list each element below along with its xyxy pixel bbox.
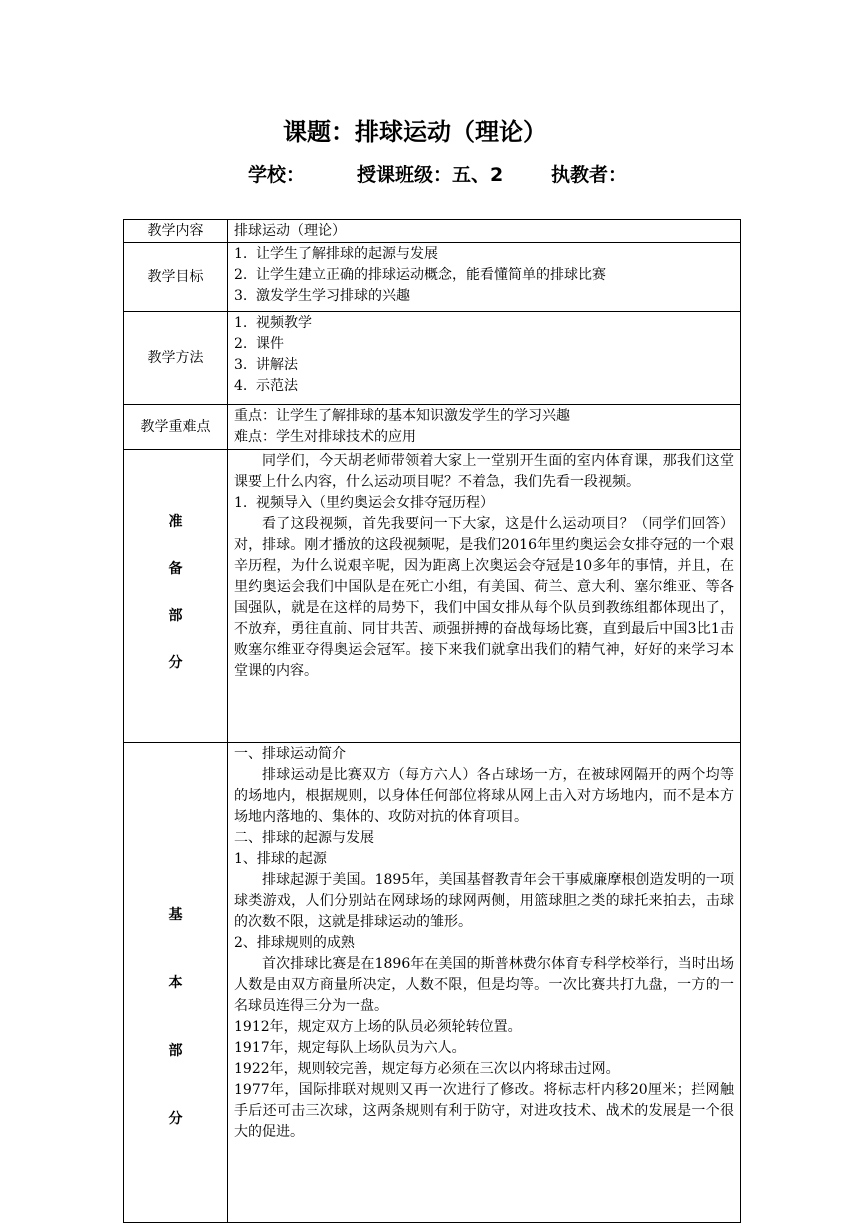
- methods-list: [228, 312, 741, 405]
- basic-label: 基 本 部 分: [124, 743, 228, 1223]
- list-item: 3. 激发学生学习排球的兴趣: [234, 288, 410, 304]
- list-item: 1922年，规则较完善，规定每方必须在三次以内将球击过网。: [234, 1061, 620, 1077]
- row-key-points: [124, 405, 741, 450]
- key-point: 重点：让学生了解排球的基本知识激发学生的学习兴趣: [234, 408, 570, 424]
- difficulty-point: 难点：学生对排球技术的应用: [234, 429, 416, 445]
- list-item: 1912年，规定双方上场的队员必须轮转位置。: [234, 1019, 522, 1035]
- list-item: 2. 课件: [234, 336, 284, 352]
- list-item: 1917年，规定每队上场队员为六人。: [234, 1040, 466, 1056]
- row-goals: [124, 243, 741, 312]
- paragraph: 排球运动是比赛双方（每方六人）各占球场一方，在被球网隔开的两个均等的场地内，根据规则，以身体任何部位将球从网上击入对方场地内，而不是本方场地内落地的、集体的、攻防对抗的体育项目。: [234, 767, 734, 825]
- goals-label: 教学目标: [124, 243, 228, 312]
- content-label: 教学内容: [124, 220, 228, 243]
- lesson-plan-table: [123, 219, 741, 1223]
- paragraph: 同学们，今天胡老师带领着大家上一堂别开生面的室内体育课，那我们这堂课要上什么内容，什么运动项目呢？不着急，我们先看一段视频。: [234, 453, 734, 490]
- list-item: 2. 让学生建立正确的排球运动概念，能看懂简单的排球比赛: [234, 267, 606, 283]
- class-label: 授课班级：五、2: [357, 164, 504, 186]
- list-item: 3. 讲解法: [234, 357, 298, 373]
- row-content: [124, 220, 741, 243]
- list-item: 1. 视频教学: [234, 315, 312, 331]
- section-heading: 二、排球的起源与发展: [234, 830, 374, 846]
- subsection-heading: 2、排球规则的成熟: [234, 935, 355, 951]
- teacher-label: 执教者：: [551, 164, 628, 186]
- list-item: 1977年，国际排联对规则又再一次进行了修改。将标志杆内移20厘米；拦网触手后还可击三次球，这两条规则有利于防守，对进攻技术、战术的发展是一个很大的促进。: [234, 1082, 734, 1140]
- basic-content: [228, 743, 741, 1223]
- paragraph: 排球起源于美国。1895年，美国基督教青年会干事威廉摩根创造发明的一项球类游戏，人们分别站在网球场的球网两侧，用篮球胆之类的球托来拍去，击球的次数不限，这就是排球运动的雏形。: [234, 872, 734, 930]
- row-preparation: [124, 450, 741, 743]
- paragraph: 首次排球比赛是在1896年在美国的斯普林费尔体育专科学校举行，当时出场人数是由双方商量所决定，人数不限，但是均等。一次比赛共打九盘，一方的一名球员连得三分为一盘。: [234, 956, 734, 1014]
- key-points-text: [228, 405, 741, 450]
- preparation-content: [228, 450, 741, 743]
- page-title: 课题：排球运动（理论）: [283, 118, 547, 146]
- list-item: 1. 让学生了解排球的起源与发展: [234, 246, 438, 262]
- methods-label: 教学方法: [124, 312, 228, 405]
- content-text: 排球运动（理论）: [228, 220, 741, 243]
- key-points-label: 教学重难点: [124, 405, 228, 450]
- subsection-heading: 1、排球的起源: [234, 851, 327, 867]
- preparation-label: 准 备 部 分: [124, 450, 228, 743]
- row-basic: [124, 743, 741, 1223]
- paragraph: 看了这段视频，首先我要问一下大家，这是什么运动项目？（同学们回答）对，排球。刚才播放的这段视频呢，是我们2016年里约奥运会女排夺冠的一个艰辛历程，为什么说艰辛呢，因为距离上次奥运会夺冠是10多年的事情，并且，在里约奥运会我们中国队是在死亡小组，有美国、荷兰、意大利、塞尔维亚、等各国强队，就是在这样的局势下，我们中国女排从每个队员到教练组都体现出了，不放弃，勇往直前、同甘共苦、顽强拼搏的奋战每场比赛，直到最后中国3比1击败塞尔维亚夺得奥运会冠军。接下来我们就拿出我们的精气神，好好的来学习本堂课的内容。: [234, 516, 734, 679]
- school-label: 学校：: [248, 164, 306, 186]
- section-heading: 一、排球运动简介: [234, 746, 346, 762]
- row-methods: [124, 312, 741, 405]
- goals-list: [228, 243, 741, 312]
- list-item: 4. 示范法: [234, 378, 298, 394]
- list-item: 1. 视频导入（里约奥运会女排夺冠历程）: [234, 495, 494, 511]
